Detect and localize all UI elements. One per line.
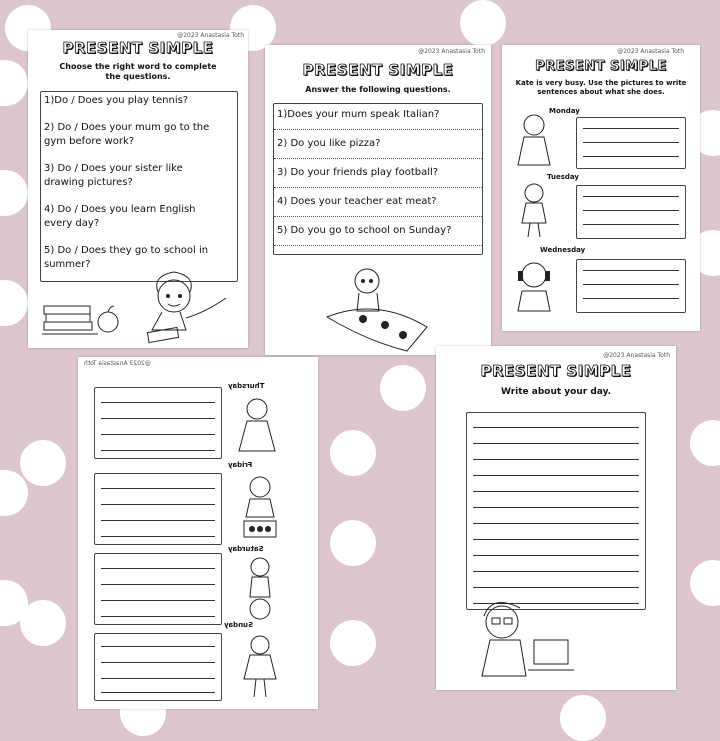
worksheet-kate-busy (502, 45, 700, 331)
background-dot (690, 420, 720, 466)
background-dot (330, 520, 376, 566)
background-dot (380, 365, 426, 411)
writing-box (94, 387, 222, 459)
background-dot (560, 695, 606, 741)
worksheet-title: PRESENT SIMPLE (535, 59, 667, 74)
worksheet-title: PRESENT SIMPLE (480, 362, 632, 380)
instruction-text: Kate is very busy. Use the pictures to write sentences about what she does. (515, 79, 687, 96)
writing-box (576, 259, 686, 313)
background-dot (0, 280, 28, 326)
writing-box (466, 412, 646, 610)
answer-line (274, 129, 482, 130)
instruction-text: Answer the following questions. (305, 85, 451, 94)
writing-box (94, 633, 222, 701)
day-label-wednesday: Wednesday (540, 246, 586, 254)
day-label-saturday: Saturday (228, 545, 264, 553)
question-5: 5) Do you go to school on Sunday? (277, 225, 452, 236)
answer-line (274, 245, 482, 246)
questions-box (40, 91, 238, 282)
question-2: 2) Do / Does your mum go to the gym before work? (44, 122, 210, 147)
background-dot (20, 600, 66, 646)
instruction-text: Choose the right word to complete the questions. (59, 62, 217, 81)
kate-sunday-illustration (238, 633, 282, 701)
question-3: 3) Do / Does your sister like drawing pictures? (44, 163, 183, 188)
writing-box (94, 553, 222, 625)
day-label-friday: Friday (228, 461, 253, 469)
writing-box (576, 185, 686, 239)
background-dot (0, 170, 28, 216)
girl-laptop-illustration (468, 600, 578, 684)
question-1: 1)Do / Does you play tennis? (44, 95, 189, 106)
question-4: 4) Do / Does you learn English every day? (44, 204, 196, 229)
copyright-text: @2023 Anastasia Toth (418, 48, 485, 55)
copyright-text: @2023 Anastasia Toth (603, 352, 670, 359)
background-dot (460, 0, 506, 46)
question-4: 4) Does your teacher eat meat? (277, 196, 437, 207)
writing-box (576, 117, 686, 169)
books-apple-illustration (42, 292, 122, 340)
background-dot (330, 430, 376, 476)
worksheet-kate-week (78, 357, 318, 709)
questions-box (273, 103, 483, 255)
background-dot (690, 560, 720, 606)
boy-on-pizza-illustration (323, 265, 433, 355)
worksheet-answer-questions (265, 45, 491, 355)
question-5: 5) Do / Does they go to school in summer? (44, 245, 209, 270)
worksheet-write-about-day (436, 346, 676, 690)
writing-box (94, 473, 222, 545)
background-dot (20, 440, 66, 486)
answer-line (274, 216, 482, 217)
day-label-tuesday: Tuesday (547, 173, 579, 181)
kate-tuesday-illustration (512, 181, 556, 239)
copyright-text: @2023 Anastasia Toth (177, 32, 244, 39)
kate-friday-illustration (238, 473, 282, 543)
day-label-sunday: Sunday (224, 621, 254, 629)
girl-drawing-illustration (138, 272, 238, 344)
kate-saturday-illustration (238, 555, 282, 623)
worksheet-choose-word (28, 30, 248, 348)
day-label-monday: Monday (549, 107, 580, 115)
question-2: 2) Do you like pizza? (277, 138, 381, 149)
answer-line (274, 187, 482, 188)
kate-monday-illustration (512, 111, 556, 169)
question-1: 1)Does your mum speak Italian? (277, 109, 440, 120)
worksheet-title: PRESENT SIMPLE (62, 39, 214, 57)
background-dot (0, 60, 28, 106)
kate-thursday-illustration (232, 395, 282, 457)
copyright-text: @2023 Anastasia Toth (84, 360, 151, 367)
worksheet-title: PRESENT SIMPLE (302, 61, 454, 79)
instruction-text: Write about your day. (500, 387, 612, 397)
kate-wednesday-illustration (512, 257, 556, 315)
background-dot (330, 620, 376, 666)
question-3: 3) Do your friends play football? (277, 167, 439, 178)
copyright-text: @2023 Anastasia Toth (617, 48, 684, 55)
answer-line (274, 158, 482, 159)
day-label-thursday: Thursday (228, 382, 265, 390)
